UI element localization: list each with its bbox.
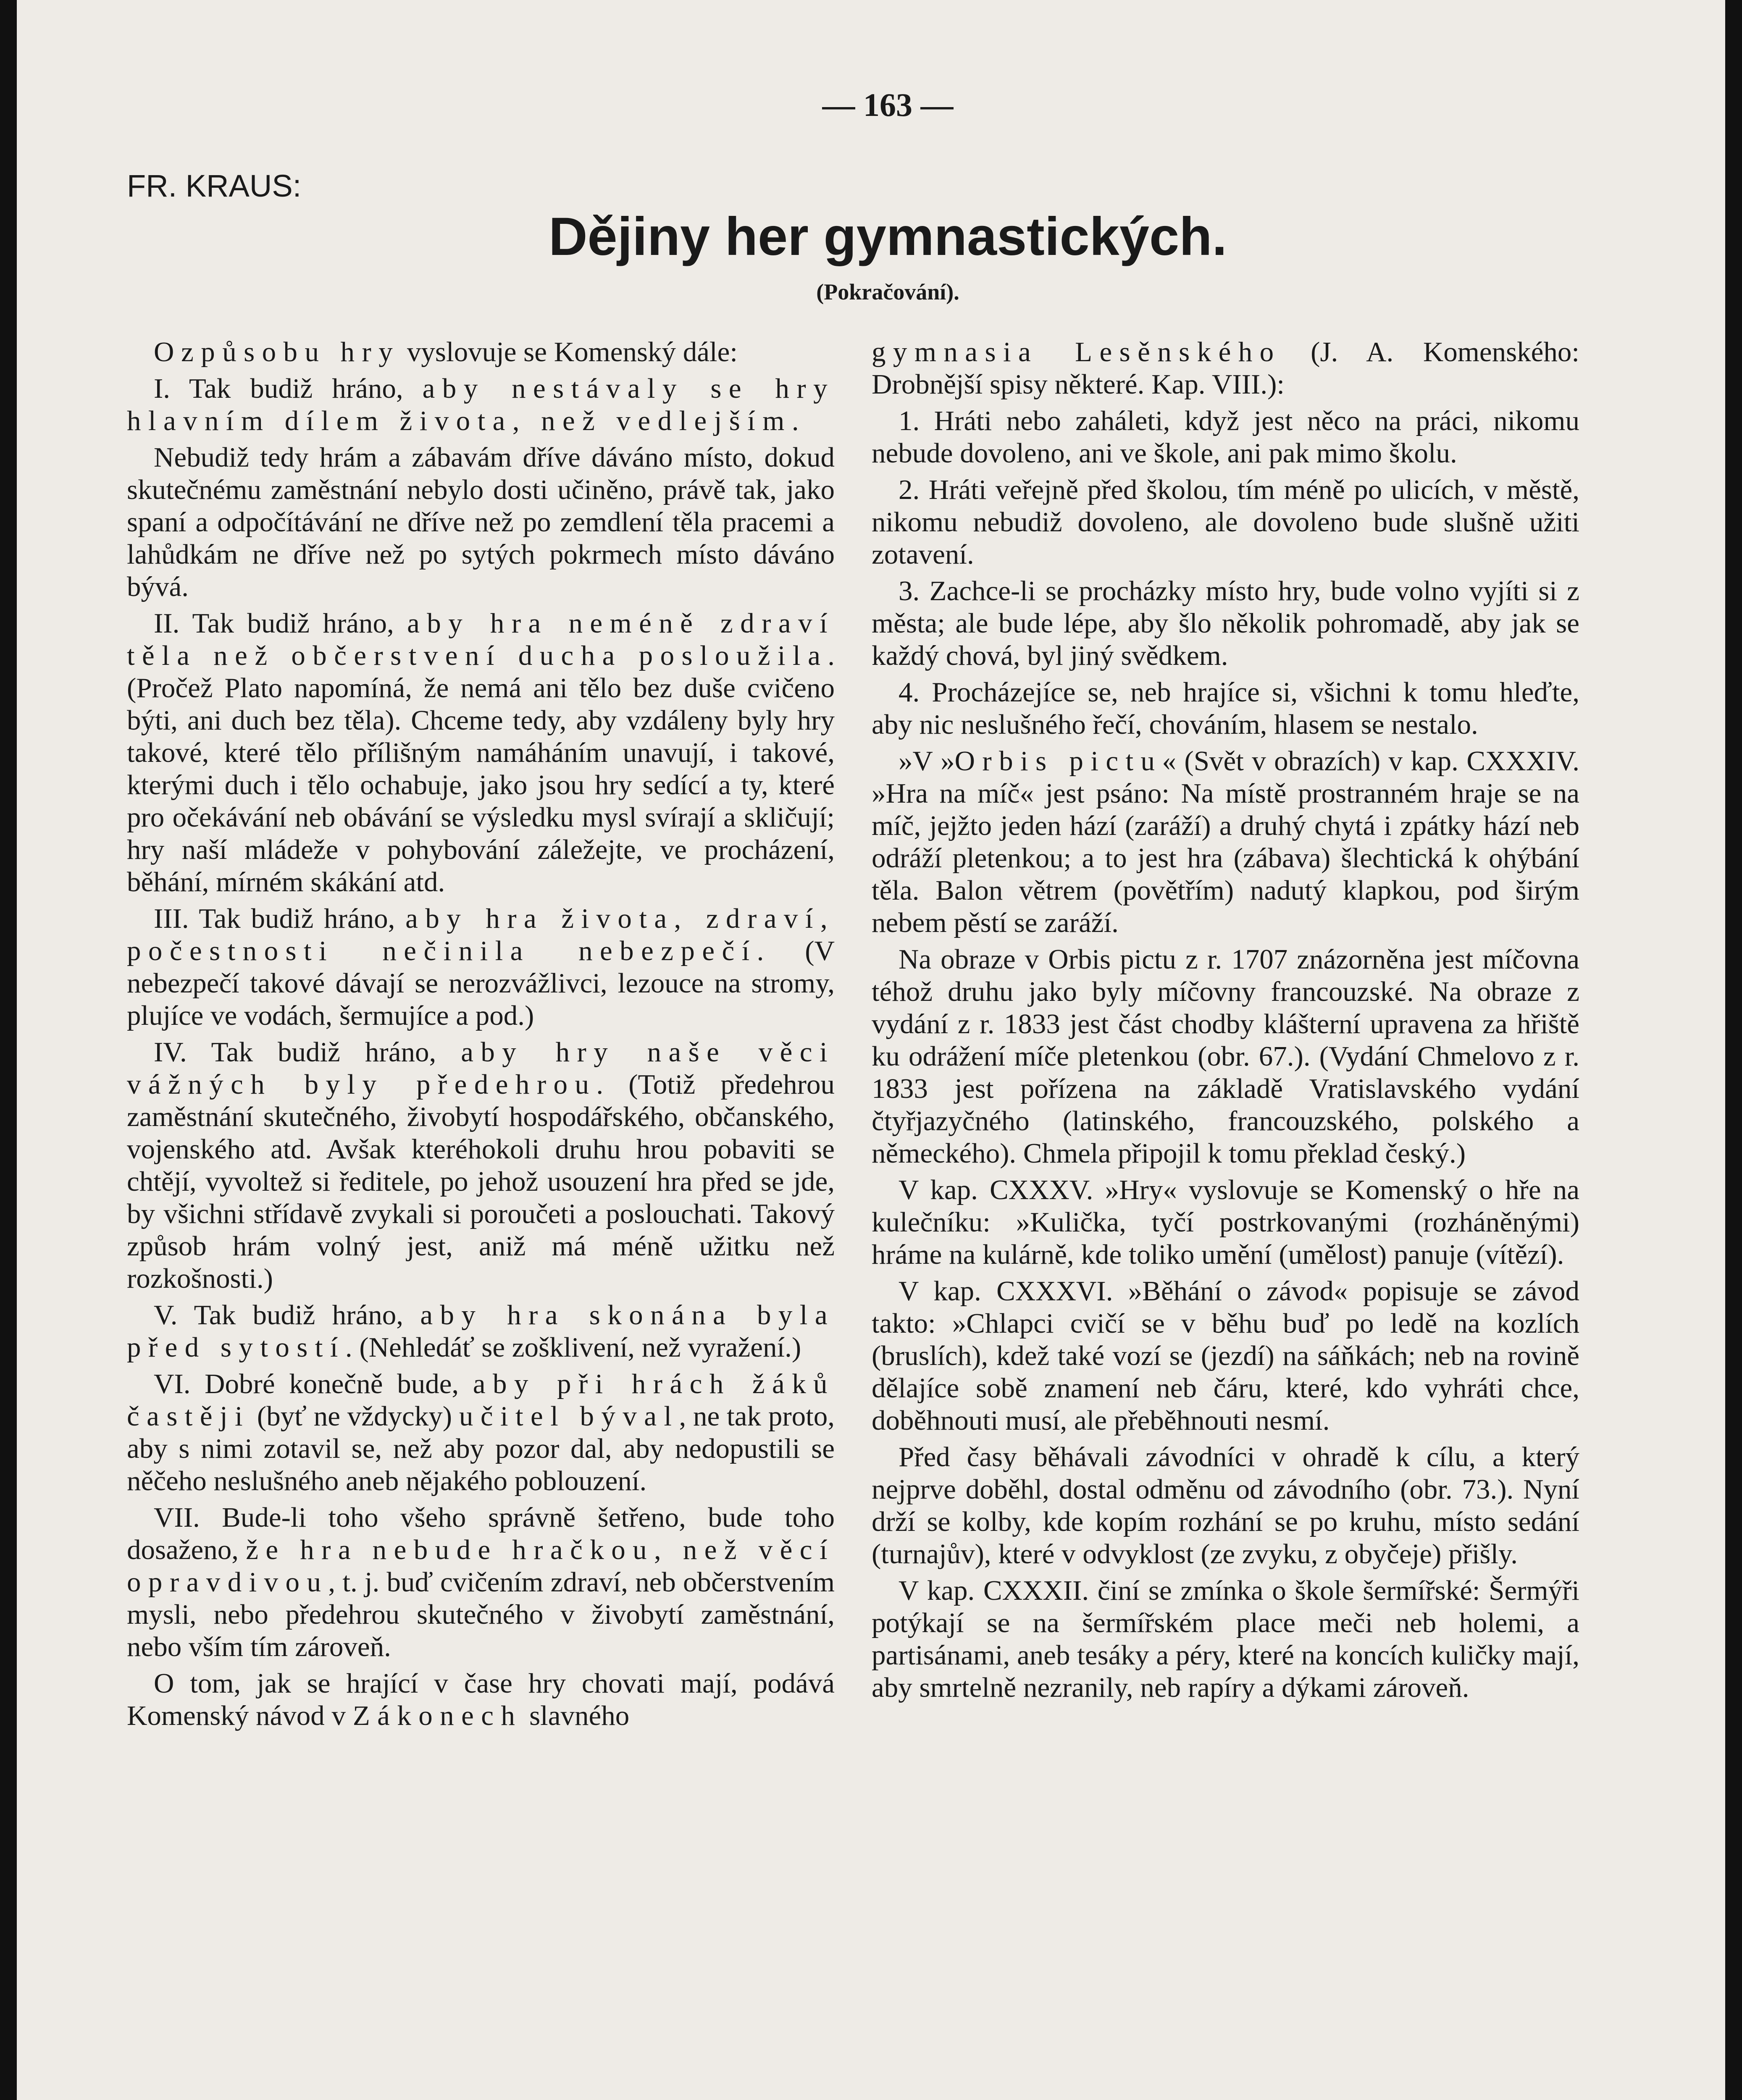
article-subtitle: (Pokračování). — [816, 279, 959, 304]
page-number: — 163 — — [822, 87, 954, 123]
article-title: Dějiny her gymnastických. — [549, 207, 1227, 267]
paragraph: V. Tak budiž hráno, aby hra skonána byla před sytostí. (Nehledáť se zošklivení, než vyražení.) — [127, 1299, 835, 1363]
paragraph: Před časy běhávali závodníci v ohradě k cílu, a který nejprve doběhl, dostal odměnu od závodního (obr. 73.). Nyní drží se kolby, kde kopím rozhání se po kruhu, místo sedání (turnajův), které v odvyklost (ze zvyku, z obyčeje) přišly. — [872, 1441, 1579, 1570]
paragraph: 2. Hráti veřejně před školou, tím méně po ulicích, v městě, nikomu nebudiž dovoleno, ale dovoleno bude slušně užiti zotavení. — [872, 474, 1579, 570]
paragraph: V kap. CXXXV. »Hry« vyslovuje se Komenský o hře na kulečníku: »Kulička, tyčí postrkovanými (rozháněnými) hráme na kulárně, kde toliko umění (umělost) panuje (vítězí). — [872, 1174, 1579, 1270]
paragraph: I. Tak budiž hráno, aby nestávaly se hry hlavním dílem života, než vedlejším. — [127, 373, 835, 436]
paragraph: O způsobu hry vyslovuje se Komenský dále: — [154, 336, 738, 368]
paragraph: III. Tak budiž hráno, aby hra života, zdraví, počestnosti nečinila nebezpečí. (V nebezpečí takové dávají se nerozvážlivci, lezouce na stromy, plujíce ve vodách, šermujíce a pod.) — [127, 903, 835, 1031]
author-name: FR. KRAUS: — [127, 168, 302, 203]
paragraph: VII. Bude-li toho všeho správně šetřeno, bude toho dosaženo, že hra nebude hračkou, než věcí opravdivou, t. j. buď cvičením zdraví, neb občerstvením mysli, nebo předehrou skutečného v živobytí zaměstnání, nebo vším tím zároveň. — [127, 1502, 835, 1662]
right-column — [872, 336, 1579, 1708]
left-column — [127, 336, 835, 1736]
paragraph: VI. Dobré konečně bude, aby při hrách žáků častěji (byť ne vždycky) učitel býval, ne tak proto, aby s nimi zotavil se, než aby pozor dal, aby nedopustili se něčeho neslušného aneb nějakého poblouzení. — [127, 1368, 835, 1496]
paragraph: »V »Orbis pictu« (Svět v obrazích) v kap. CXXXIV. »Hra na míč« jest psáno: Na místě prostranném hraje se na míč, jejžto jeden hází (zaráží) a druhý chytá i zpátky hází neb odráží pletenkou; a to jest hra (zábava) šlechtická k ohýbání těla. Balon větrem (povětřím) nadutý klapkou, pod širým nebem pěstí se zaráží. — [872, 746, 1579, 938]
paragraph: 4. Procházejíce se, neb hrajíce si, všichni k tomu hleďte, aby nic neslušného řečí, chováním, hlasem se nestalo. — [872, 677, 1579, 740]
paragraph: Na obraze v Orbis pictu z r. 1707 znázorněna jest míčovna téhož druhu jako byly míčovny francouzské. Na obraze z vydání z r. 1833 jest část chodby klášterní upravena za hřiště ku odrážení míče pletenkou (obr. 67.). (Vydání Chmelovo z r. 1833 jest pořízena na základě Vratislavského vydání čtyřjazyčného (latinského, francouzského, polského a německého). Chmela připojil k tomu překlad český.) — [872, 944, 1579, 1169]
paragraph: 1. Hráti nebo zaháleti, když jest něco na práci, nikomu nebude dovoleno, ani ve škole, ani pak mimo školu. — [872, 405, 1579, 469]
paragraph: IV. Tak budiž hráno, aby hry naše věci vážných byly předehrou. (Totiž předehrou zaměstnání skutečného, živobytí hospodářského, občanského, vojenského atd. Avšak kteréhokoli druhu hrou pobaviti se chtějí, vyvoltež si ředitele, po jehož usouzení hra před se jde, by všichni střídavě zvykali si poroučeti a poslouchati. Takový způsob hrám volný jest, aniž má méně užitku než rozkošnosti.) — [127, 1037, 835, 1294]
paragraph: V kap. CXXXII. činí se zmínka o škole šermířské: Šermýři potýkají se na šermířském place meči neb holemi, a partisánami, aneb tesáky a péry, které na koncích kuličky mají, aby smrtelně nezranily, neb rapíry a dýkami zároveň. — [872, 1575, 1579, 1703]
paragraph: O tom, jak se hrající v čase hry chovati mají, podává Komenský návod v Zákonech slavného — [127, 1668, 835, 1731]
paragraph: 3. Zachce-li se procházky místo hry, bude volno vyjíti si z města; ale bude lépe, aby šlo několik pohromadě, aby jak se každý chová, byl jiný svědkem. — [872, 575, 1579, 671]
paragraph: II. Tak budiž hráno, aby hra neméně zdraví těla než občerstvení ducha posloužila. (Pročež Plato napomíná, že nemá ani tělo bez duše cvičeno býti, ani duch bez těla). Chceme tedy, aby vzdáleny byly hry takové, které tělo přílišným namáháním unavují, i takové, kterými duch i tělo ochabuje, jako jsou hry sedící a ty, které pro očekávání neb obávání se výsledku mysl svírají a skličují; hry naší mládeže v pohybování záležejte, ve procházení, běhání, mírném skákání atd. — [127, 608, 835, 898]
paragraph: Nebudiž tedy hrám a zábavám dříve dáváno místo, dokud skutečnému zaměstnání nebylo dosti učiněno, právě tak, jako spaní a odpočítávání ne dříve než po zemdlení těla pracemi a lahůdkám ne dříve než po sytých pokrmech místo dáváno bývá. — [127, 442, 835, 602]
paragraph: V kap. CXXXVI. »Běhání o závod« popisuje se závod takto: »Chlapci cvičí se v běhu buď po ledě na kozlích (bruslích), kdež také vozí se (jezdí) na sáňkách; neb na rovině dělajíce sobě znamení neb čáru, které, kdo vyhráti chce, doběhnouti musí, ale přeběhnouti nesmí. — [872, 1276, 1579, 1436]
paragraph: gymnasia Lesěnského (J. A. Komenského: Drobnější spisy některé. Kap. VIII.): — [872, 336, 1579, 400]
